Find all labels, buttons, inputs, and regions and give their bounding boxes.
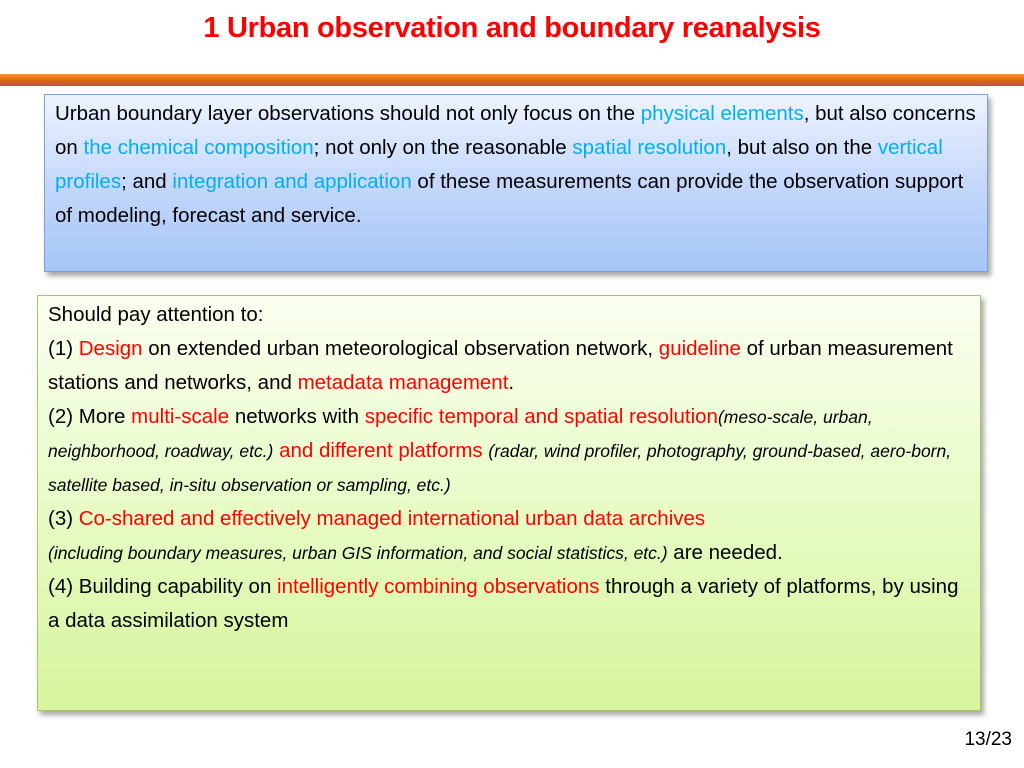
summary-text-5: ; and	[121, 170, 173, 193]
highlight-physical-elements: physical elements	[640, 102, 804, 125]
attention-item-3	[48, 502, 972, 570]
highlight-spatial-resolution: spatial resolution	[572, 136, 727, 159]
item1-text-2: on extended urban meteorological observation network,	[142, 337, 659, 360]
item3-examples: (including boundary measures, urban GIS information, and social statistics, etc.)	[48, 543, 668, 563]
item2-examples-scale: (meso-scale, urban, neighborhood, roadway, etc.)	[48, 407, 873, 461]
attention-item-1	[48, 332, 972, 400]
item3-text-2: are needed.	[667, 541, 783, 564]
attention-box	[37, 295, 981, 711]
highlight-design: Design	[78, 337, 143, 360]
highlight-chemical-composition: the chemical composition	[83, 136, 314, 159]
item3-text-1: (3)	[48, 507, 79, 530]
highlight-metadata-management: metadata management	[297, 371, 509, 394]
item2-text-2: networks with	[229, 405, 365, 428]
item2-examples-platforms: (radar, wind profiler, photography, ground-based, aero-born, satellite based, in-situ observation or sampling, etc.)	[48, 441, 952, 495]
summary-box	[44, 94, 988, 272]
summary-text-4: , but also on the	[726, 136, 878, 159]
summary-text-6: of these measurements can provide the observation support of modeling, forecast and service.	[55, 170, 964, 227]
highlight-different-platforms: and different platforms	[273, 439, 489, 462]
highlight-integration-application: integration and application	[172, 170, 412, 193]
title-divider	[0, 74, 1024, 86]
item1-text-3: of urban measurement stations and networks, and	[48, 337, 953, 394]
item2-text-1: (2) More	[48, 405, 132, 428]
summary-text-1: Urban boundary layer observations should not only focus on the	[55, 102, 641, 125]
item4-text-1: (4) Building capability on	[48, 575, 278, 598]
highlight-vertical-profiles: vertical profiles	[55, 136, 943, 193]
highlight-temporal-spatial-resolution: specific temporal and spatial resolution	[364, 405, 718, 428]
attention-item-2	[48, 400, 972, 502]
summary-text	[55, 97, 979, 233]
attention-item-4	[48, 570, 972, 638]
highlight-data-archives: Co-shared and effectively managed international urban data archives	[78, 507, 706, 530]
page-number: 13/23	[964, 729, 1012, 750]
item1-text-1: (1)	[48, 337, 79, 360]
attention-intro: Should pay attention to:	[48, 303, 264, 326]
item1-text-4: .	[508, 371, 515, 394]
highlight-multi-scale: multi-scale	[131, 405, 230, 428]
summary-text-2: , but also concerns on	[55, 102, 976, 159]
item4-text-2: through a variety of platforms, by using a data assimilation system	[48, 575, 959, 632]
page-title: 1 Urban observation and boundary reanalysis	[203, 12, 821, 44]
summary-text-3: ; not only on the reasonable	[313, 136, 573, 159]
highlight-combining-observations: intelligently combining observations	[277, 575, 600, 598]
highlight-guideline: guideline	[658, 337, 741, 360]
